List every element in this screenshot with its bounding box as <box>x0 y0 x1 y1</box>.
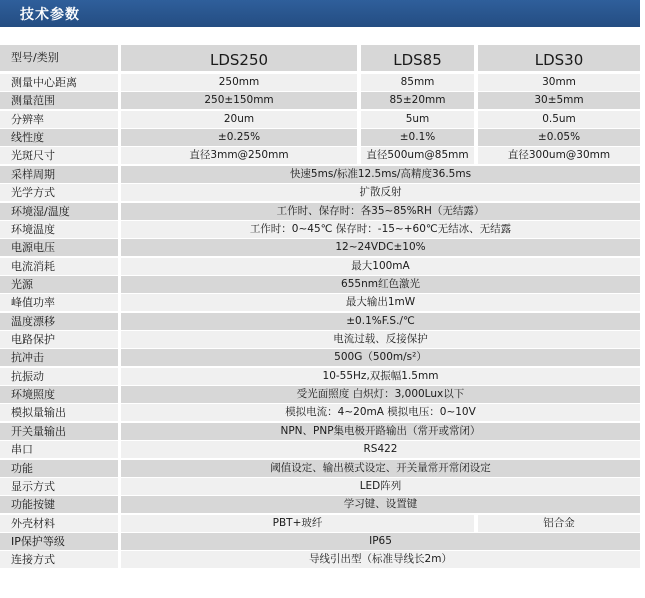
row-label: 线性度 <box>0 129 118 146</box>
table-row <box>0 441 645 458</box>
table-row <box>0 276 645 293</box>
row-label: 电流消耗 <box>0 258 118 275</box>
row-label: 功能按键 <box>0 496 118 513</box>
row-label: 温度漂移 <box>0 313 118 330</box>
table-row <box>0 460 645 477</box>
row-label: 分辨率 <box>0 111 118 128</box>
table-cell: 30mm <box>478 74 640 91</box>
table-row <box>0 368 645 385</box>
row-label: 连接方式 <box>0 551 118 568</box>
table-row <box>0 203 645 220</box>
row-label: 环境温度 <box>0 221 118 238</box>
table-cell: 受光面照度 白炽灯：3,000Lux以下 <box>121 386 640 403</box>
row-label: 峰值功率 <box>0 294 118 311</box>
table-cell: 铝合金 <box>478 515 640 532</box>
row-label: 串口 <box>0 441 118 458</box>
table-header-row <box>0 45 645 71</box>
section-header-bar <box>0 0 640 27</box>
table-row <box>0 423 645 440</box>
table-row <box>0 533 645 550</box>
table-row <box>0 294 645 311</box>
table-row <box>0 258 645 275</box>
table-cell: ±0.1%F.S./℃ <box>121 313 640 330</box>
row-label: 显示方式 <box>0 478 118 495</box>
table-cell: 最大输出1mW <box>121 294 640 311</box>
row-label: 开关量输出 <box>0 423 118 440</box>
table-cell: 30±5mm <box>478 92 640 109</box>
table-row <box>0 184 645 201</box>
row-label: 外壳材料 <box>0 515 118 532</box>
table-cell: 学习键、设置键 <box>121 496 640 513</box>
row-label: 环境湿/温度 <box>0 203 118 220</box>
table-row <box>0 166 645 183</box>
table-cell: 5um <box>361 111 474 128</box>
header-label: 型号/类别 <box>0 45 118 71</box>
header-model-lds250: LDS250 <box>121 45 357 71</box>
table-row <box>0 147 645 164</box>
table-row <box>0 74 645 91</box>
row-label: 采样周期 <box>0 166 118 183</box>
table-cell: 快速5ms/标准12.5ms/高精度36.5ms <box>121 166 640 183</box>
table-cell: 模拟电流：4~20mA 模拟电压：0~10V <box>121 404 640 421</box>
table-cell: ±0.1% <box>361 129 474 146</box>
table-cell: 直径300um@30mm <box>478 147 640 164</box>
table-cell: LED阵列 <box>121 478 640 495</box>
table-cell: 最大100mA <box>121 258 640 275</box>
table-cell: 扩散反射 <box>121 184 640 201</box>
table-row <box>0 129 645 146</box>
table-cell: 250mm <box>121 74 357 91</box>
table-cell: 655nm红色激光 <box>121 276 640 293</box>
table-cell: ±0.05% <box>478 129 640 146</box>
table-row <box>0 386 645 403</box>
header-model-lds30: LDS30 <box>478 45 640 71</box>
row-label: 电路保护 <box>0 331 118 348</box>
header-model-lds85: LDS85 <box>361 45 474 71</box>
row-label: 电源电压 <box>0 239 118 256</box>
table-row <box>0 92 645 109</box>
spec-table <box>0 45 645 570</box>
row-label: 抗振动 <box>0 368 118 385</box>
table-cell: 500G（500m/s²） <box>121 349 640 366</box>
table-cell: 20um <box>121 111 357 128</box>
table-cell: RS422 <box>121 441 640 458</box>
table-cell: 电流过载、反接保护 <box>121 331 640 348</box>
table-cell: 85mm <box>361 74 474 91</box>
table-cell: 阈值设定、输出模式设定、开关量常开常闭设定 <box>121 460 640 477</box>
table-row <box>0 331 645 348</box>
table-row <box>0 111 645 128</box>
table-row <box>0 404 645 421</box>
row-label: 模拟量输出 <box>0 404 118 421</box>
table-cell: 导线引出型（标准导线长2m） <box>121 551 640 568</box>
table-cell: IP65 <box>121 533 640 550</box>
table-row <box>0 221 645 238</box>
table-cell: NPN、PNP集电极开路输出（常开或常闭） <box>121 423 640 440</box>
table-row <box>0 551 645 568</box>
row-label: 光学方式 <box>0 184 118 201</box>
table-row <box>0 239 645 256</box>
table-row <box>0 313 645 330</box>
table-row <box>0 349 645 366</box>
table-cell: PBT+玻纤 <box>121 515 474 532</box>
row-label: 环境照度 <box>0 386 118 403</box>
row-label: 测量范围 <box>0 92 118 109</box>
table-row <box>0 478 645 495</box>
row-label: IP保护等级 <box>0 533 118 550</box>
row-label: 光源 <box>0 276 118 293</box>
table-cell: 0.5um <box>478 111 640 128</box>
row-label: 光斑尺寸 <box>0 147 118 164</box>
table-cell: 12~24VDC±10% <box>121 239 640 256</box>
table-cell: 10-55Hz,双振幅1.5mm <box>121 368 640 385</box>
row-label: 抗冲击 <box>0 349 118 366</box>
table-cell: 工作时、保存时：各35~85%RH（无结露） <box>121 203 640 220</box>
table-cell: 85±20mm <box>361 92 474 109</box>
row-label: 测量中心距离 <box>0 74 118 91</box>
table-cell: 250±150mm <box>121 92 357 109</box>
row-label: 功能 <box>0 460 118 477</box>
section-title: 技术参数 <box>20 7 80 23</box>
table-cell: 直径500um@85mm <box>361 147 474 164</box>
table-cell: 直径3mm@250mm <box>121 147 357 164</box>
table-cell: 工作时：0~45℃ 保存时：-15~+60℃无结冰、无结露 <box>121 221 640 238</box>
table-cell: ±0.25% <box>121 129 357 146</box>
table-row <box>0 515 645 532</box>
table-row <box>0 496 645 513</box>
